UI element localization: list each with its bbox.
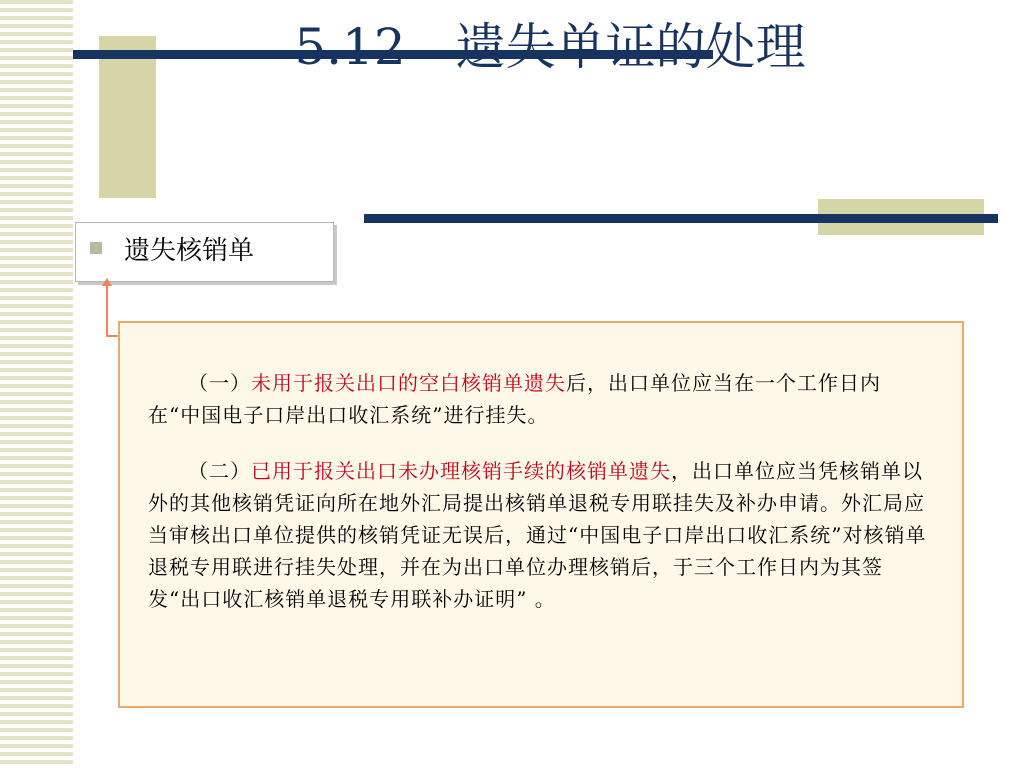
title-rule-bottom (364, 214, 998, 223)
connector-line (106, 283, 110, 337)
bullet-square-icon (90, 242, 102, 254)
decorative-block-left (99, 36, 156, 198)
paragraph-2 (148, 455, 932, 615)
bullet-label: 遗失核销单 (124, 236, 255, 266)
paragraph-highlight: 已用于报关出口未办理核销手续的核销单遗失 (251, 459, 671, 483)
content-box (118, 321, 964, 708)
paragraph-prefix: （一） (188, 371, 251, 395)
paragraph-1 (148, 367, 932, 431)
slide-title: 5.12 遗失单证的处理 (294, 18, 806, 76)
paragraph-prefix: （二） (188, 459, 251, 483)
connector-foot (106, 335, 118, 337)
paragraph-highlight: 未用于报关出口的空白核销单遗失 (251, 371, 566, 395)
decorative-stripes (0, 0, 73, 768)
bullet-callout (75, 222, 334, 282)
paragraph-text: 后，出口单位应当在一个工作日内在“中国电子口岸出口收汇系统”进行挂失。 (148, 371, 881, 427)
paragraph-text: ，出口单位应当凭核销单以外的其他核销凭证向所在地外汇局提出核销单退税专用联挂失及补办申请。外汇局应当审核出口单位提供的核销凭证无误后，通过“中国电子口岸出口收汇系统”对核销单退税专用联进行挂失处理，并在为出口单位办理核销后，于三个工作日内为其签发“出口收汇核销单退税专用联补办证明” 。 (148, 459, 927, 611)
